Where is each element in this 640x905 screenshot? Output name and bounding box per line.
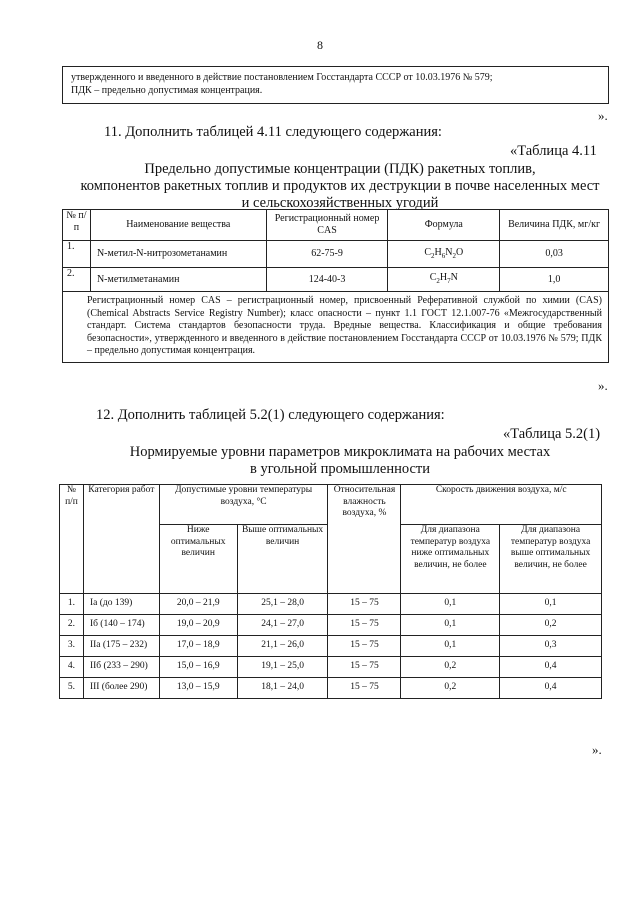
substance-name: N-метил-N-нитрозометанамин [90, 241, 266, 268]
speed-above: 0,4 [500, 657, 602, 678]
speed-above: 0,3 [500, 636, 602, 657]
pdk-value: 1,0 [500, 268, 609, 292]
table-row [60, 615, 602, 636]
header-speed-above: Для диапазона температур воздуха выше оптимальных величин, не более [500, 525, 602, 594]
page-number: 8 [317, 38, 323, 52]
header-temperature: Допустимые уровни температуры воздуха, °С [159, 485, 328, 525]
formula-sub: 2 [431, 251, 435, 260]
closing-quote-1: ». [598, 108, 608, 123]
work-category: Iб (140 – 174) [83, 615, 159, 636]
table-row [63, 241, 609, 268]
header-temp-below: Ниже оптимальных величин [159, 525, 237, 594]
table-4-11-footnote [63, 292, 609, 363]
temp-above: 21,1 – 26,0 [237, 636, 328, 657]
table-4-11 [62, 209, 609, 363]
work-category: III (более 290) [83, 678, 159, 699]
header-formula: Формула [388, 210, 500, 241]
row-num: 2. [63, 268, 91, 292]
table-row [60, 678, 602, 699]
formula-part: N [450, 272, 458, 283]
formula-sub: 7 [447, 277, 451, 285]
formula [388, 268, 500, 292]
temp-above: 19,1 – 25,0 [237, 657, 328, 678]
speed-below: 0,1 [401, 615, 500, 636]
speed-below: 0,1 [401, 636, 500, 657]
row-num: 2. [60, 615, 84, 636]
formula-part: H [434, 246, 442, 258]
formula-part: C [424, 246, 432, 258]
speed-above: 0,4 [500, 678, 602, 699]
header-cas: Регистрационный номер CAS [266, 210, 388, 241]
section-11-heading: 11. Дополнить таблицей 4.11 следующего содержания: [104, 124, 442, 140]
cas-number: 62-75-9 [266, 241, 388, 268]
work-category: Iа (до 139) [83, 594, 159, 615]
row-num: 4. [60, 657, 84, 678]
caption-line-3: и сельскохозяйственных угодий [241, 195, 439, 211]
work-category: IIа (175 – 232) [83, 636, 159, 657]
temp-below: 20,0 – 21,9 [159, 594, 237, 615]
pdk-value: 0,03 [500, 241, 609, 268]
formula [388, 241, 500, 268]
humidity: 15 – 75 [328, 657, 401, 678]
top-footnote-box [62, 66, 609, 104]
footnote-text: Регистрационный номер CAS – регистрационный номер, присвоенный Реферативной службой по химии (CAS) (Chemical Abstracts Service Registry Number); класс опасности – пункт 1.1 ГОСТ 12.1.007-76 «Межгосударственный стандарт. Система стандартов безопасности труда. Вредные вещества. Классификация и общие требования безопасности», утвержденного и введенного в действие постановлением Госстандарта СССР от 10.03.1976 № 579; ПДК – предельно допустимая концентрация. [87, 295, 602, 356]
row-num: 5. [60, 678, 84, 699]
table-5-2-1 [59, 484, 602, 699]
formula-part: H [439, 272, 448, 283]
caption-line-2: в угольной промышленности [249, 461, 430, 477]
speed-below: 0,2 [401, 678, 500, 699]
header-category: Категория работ [83, 485, 159, 594]
header-speed-below: Для диапазона температур воздуха ниже оптимальных величин, не более [401, 525, 500, 594]
header-humidity: Относительная влажность воздуха, % [328, 485, 401, 594]
formula-sub: 2 [436, 277, 440, 285]
table-5-2-1-caption [20, 444, 640, 478]
header-pdk: Величина ПДК, мг/кг [500, 210, 609, 241]
footnote-row [63, 292, 609, 363]
speed-above: 0,2 [500, 615, 602, 636]
temp-below: 19,0 – 20,9 [159, 615, 237, 636]
humidity: 15 – 75 [328, 615, 401, 636]
humidity: 15 – 75 [328, 636, 401, 657]
row-num: 3. [60, 636, 84, 657]
formula-sub: 2 [452, 251, 457, 260]
table-5-2-1-label: «Таблица 5.2(1) [503, 426, 601, 442]
section-12-heading: 12. Дополнить таблицей 5.2(1) следующего содержания: [96, 407, 445, 423]
formula-part: N [445, 246, 453, 258]
speed-above: 0,1 [500, 594, 602, 615]
temp-above: 25,1 – 28,0 [237, 594, 328, 615]
temp-above: 24,1 – 27,0 [237, 615, 328, 636]
temp-below: 13,0 – 15,9 [159, 678, 237, 699]
formula-part: C [429, 272, 437, 283]
caption-line-1: Нормируемые уровни параметров микроклимата на рабочих местах [129, 444, 551, 460]
top-footnote-line-2: ПДК – предельно допустимая концентрация. [71, 84, 263, 96]
table-row [60, 594, 602, 615]
temp-above: 18,1 – 24,0 [237, 678, 328, 699]
closing-quote-2: ». [598, 378, 608, 393]
cas-number: 124-40-3 [266, 268, 388, 292]
speed-below: 0,1 [401, 594, 500, 615]
caption-line-1: Предельно допустимые концентрации (ПДК) ракетных топлив, [144, 161, 536, 177]
top-footnote-line-1: утвержденного и введенного в действие постановлением Госстандарта СССР от 10.03.1976 № 579; [71, 72, 493, 83]
table-row [60, 657, 602, 678]
closing-quote-3: ». [592, 742, 602, 757]
header-row-1 [60, 485, 602, 525]
formula-part: O [456, 246, 464, 258]
table-row [63, 268, 609, 292]
work-category: IIб (233 – 290) [83, 657, 159, 678]
table-row [60, 636, 602, 657]
header-num: № п/п [60, 485, 84, 594]
humidity: 15 – 75 [328, 594, 401, 615]
caption-line-2: компонентов ракетных топлив и продуктов их деструкции в почве населенных мест [80, 178, 600, 194]
row-num: 1. [63, 241, 91, 268]
table-4-11-header [63, 210, 609, 241]
header-air-speed: Скорость движения воздуха, м/с [401, 485, 602, 525]
header-num: № п/п [63, 210, 91, 241]
temp-below: 15,0 – 16,9 [159, 657, 237, 678]
row-num: 1. [60, 594, 84, 615]
table-4-11-caption [40, 161, 640, 212]
table-4-11-label: «Таблица 4.11 [510, 143, 597, 159]
temp-below: 17,0 – 18,9 [159, 636, 237, 657]
speed-below: 0,2 [401, 657, 500, 678]
humidity: 15 – 75 [328, 678, 401, 699]
header-name: Наименование вещества [90, 210, 266, 241]
header-temp-above: Выше оптимальных величин [237, 525, 328, 594]
formula-sub: 6 [441, 251, 446, 260]
substance-name: N-метилметанамин [90, 268, 266, 292]
